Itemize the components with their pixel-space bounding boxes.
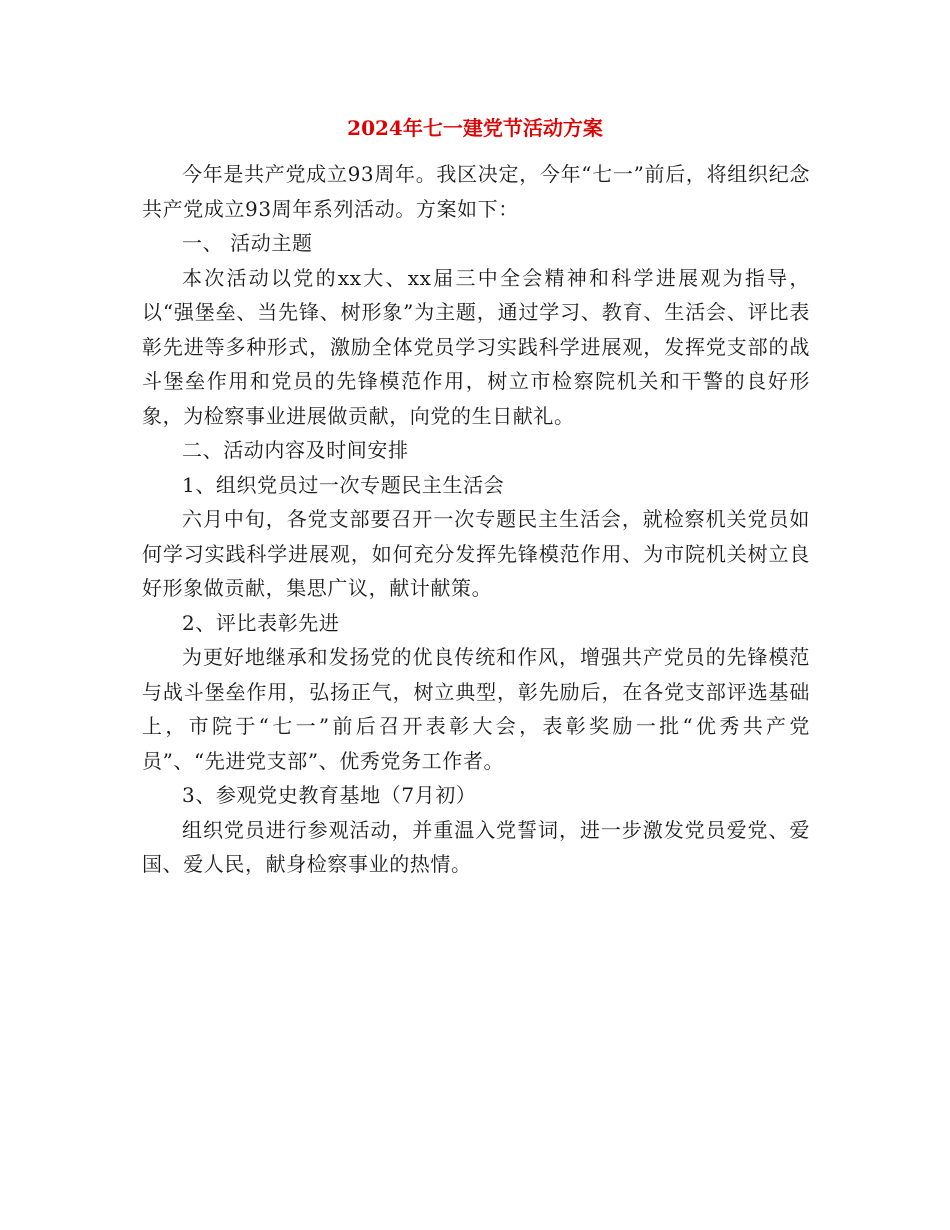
theme-paragraph: 本次活动以党的xx大、xx届三中全会精神和科学进展观为指导，以“强堡垒、当先锋、树形象”为主题，通过学习、教育、生活会、评比表彰先进等多种形式，激励全体党员学习实践科学进展观，发挥党支部的战斗堡垒作用和党员的先锋模范作用，树立市检察院机关和干警的良好形象，为检察事业进展做贡献，向党的生日献礼。 xyxy=(142,265,810,428)
document-title: 2024年七一建党节活动方案 xyxy=(347,116,603,140)
meeting-paragraph: 六月中旬，各党支部要召开一次专题民主生活会，就检察机关党员如何学习实践科学进展观，如何充分发挥先锋模范作用、为市院机关树立良好形象做贡献，集思广议，献计献策。 xyxy=(142,507,810,600)
section-heading-theme: 一、 活动主题 xyxy=(182,231,313,255)
intro-paragraph: 今年是共产党成立93周年。我区决定，今年“七一”前后，将组织纪念共产党成立93周年系列活动。方案如下： xyxy=(142,162,810,221)
document-body xyxy=(142,157,810,882)
awards-paragraph: 为更好地继承和发扬党的优良传统和作风，增强共产党员的先锋模范与战斗堡垒作用，弘扬正气，树立典型，彰先励后，在各党支部评选基础上，市院于“七一”前后召开表彰大会，表彰奖励一批“优秀共产党员”、“先进党支部”、优秀党务工作者。 xyxy=(142,645,810,773)
subheading-awards: 2、评比表彰先进 xyxy=(182,610,340,635)
subheading-visit: 3、参观党史教育基地（7月初） xyxy=(182,783,477,807)
visit-paragraph: 组织党员进行参观活动，并重温入党誓词，进一步激发党员爱党、爱国、爱人民，献身检察事业的热情。 xyxy=(142,817,810,876)
subheading-meeting: 1、组织党员过一次专题民主生活会 xyxy=(182,472,505,497)
section-heading-content: 二、活动内容及时间安排 xyxy=(182,438,409,462)
